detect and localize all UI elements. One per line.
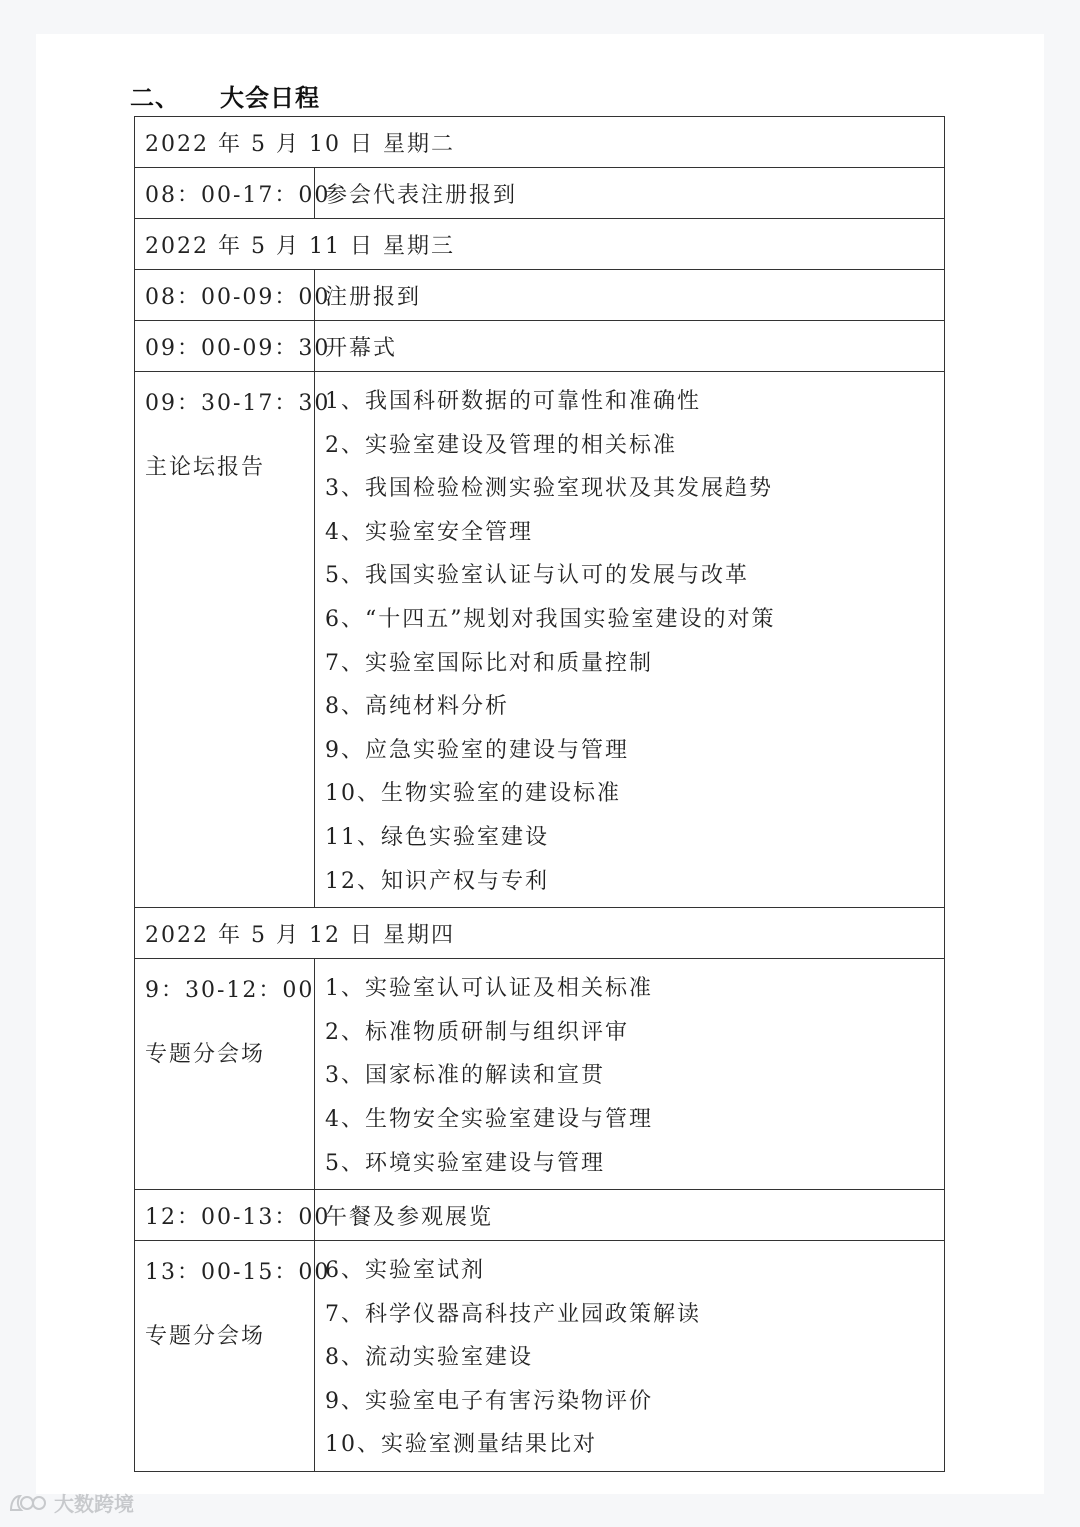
plenary-session-info [135, 372, 331, 908]
watermark [8, 1488, 134, 1517]
topic-item: 12、知识产权与专利 [325, 868, 549, 894]
session-row [135, 1190, 945, 1241]
topic-item: 4、生物安全实验室建设与管理 [325, 1106, 653, 1132]
breakout-session-info [135, 1241, 331, 1472]
breakout-topics [315, 1241, 945, 1472]
plenary-row [135, 372, 945, 908]
topic-item: 3、国家标准的解读和宣贯 [325, 1063, 605, 1089]
watermark-text: 大数跨境 [54, 1492, 134, 1516]
brand-logo-icon [8, 1492, 48, 1514]
topic-item: 5、环境实验室建设与管理 [325, 1150, 605, 1176]
section-title: 大会日程 [220, 84, 320, 112]
day-header-row [135, 117, 945, 168]
topic-item: 3、我国检验检测实验室现状及其发展趋势 [325, 476, 773, 502]
session-row [135, 168, 945, 219]
breakout-topics [315, 959, 945, 1190]
session-time: 12：00-13：00 [135, 1190, 315, 1241]
session-label: 主论坛报告 [145, 455, 266, 480]
topic-item: 6、实验室试剂 [325, 1258, 485, 1284]
topic-item: 4、实验室安全管理 [325, 519, 533, 545]
session-time: 9：30-12：00 [145, 978, 315, 1004]
session-content: 午餐及参观展览 [315, 1190, 945, 1241]
session-time: 09：30-17：30 [145, 391, 331, 416]
session-row [135, 321, 945, 372]
session-content: 参会代表注册报到 [315, 168, 945, 219]
schedule-table [134, 116, 945, 1472]
day-date: 2022 年 5 月 10 日 星期二 [135, 117, 945, 168]
day-header-row [135, 908, 945, 959]
topic-item: 7、科学仪器高科技产业园政策解读 [325, 1301, 701, 1327]
topic-item: 7、实验室国际比对和质量控制 [325, 650, 653, 676]
topic-item: 1、我国科研数据的可靠性和准确性 [325, 389, 701, 414]
breakout-row [135, 1241, 945, 1472]
day-date: 2022 年 5 月 11 日 星期三 [135, 219, 945, 270]
breakout-row [135, 959, 945, 1190]
session-time: 13：00-15：00 [145, 1260, 331, 1286]
topic-item: 2、标准物质研制与组织评审 [325, 1019, 629, 1045]
section-number: 二、 [130, 84, 180, 112]
topic-item: 2、实验室建设及管理的相关标准 [325, 432, 677, 458]
session-time: 09：00-09：30 [135, 321, 315, 372]
plenary-topics [315, 372, 945, 908]
day-date: 2022 年 5 月 12 日 星期四 [135, 908, 945, 959]
session-label: 专题分会场 [145, 1042, 266, 1068]
session-time: 08：00-09：00 [135, 270, 315, 321]
session-content: 开幕式 [315, 321, 945, 372]
day-header-row [135, 219, 945, 270]
topic-item: 5、我国实验室认证与认可的发展与改革 [325, 563, 749, 589]
topic-item: 9、实验室电子有害污染物评价 [325, 1388, 653, 1414]
topic-item: 8、流动实验室建设 [325, 1345, 533, 1371]
topic-item: 1、实验室认可认证及相关标准 [325, 976, 653, 1002]
section-heading [130, 78, 320, 113]
session-label: 专题分会场 [145, 1324, 266, 1350]
breakout-session-info [135, 959, 315, 1190]
session-time: 08：00-17：00 [135, 168, 315, 219]
session-content: 注册报到 [315, 270, 945, 321]
topic-item: 10、实验室测量结果比对 [325, 1432, 597, 1458]
topic-item: 6、“十四五”规划对我国实验室建设的对策 [325, 606, 776, 632]
topic-item: 8、高纯材料分析 [325, 694, 509, 720]
topic-item: 9、应急实验室的建设与管理 [325, 737, 629, 763]
session-row [135, 270, 945, 321]
topic-item: 10、生物实验室的建设标准 [325, 781, 621, 807]
topic-item: 11、绿色实验室建设 [325, 824, 549, 850]
